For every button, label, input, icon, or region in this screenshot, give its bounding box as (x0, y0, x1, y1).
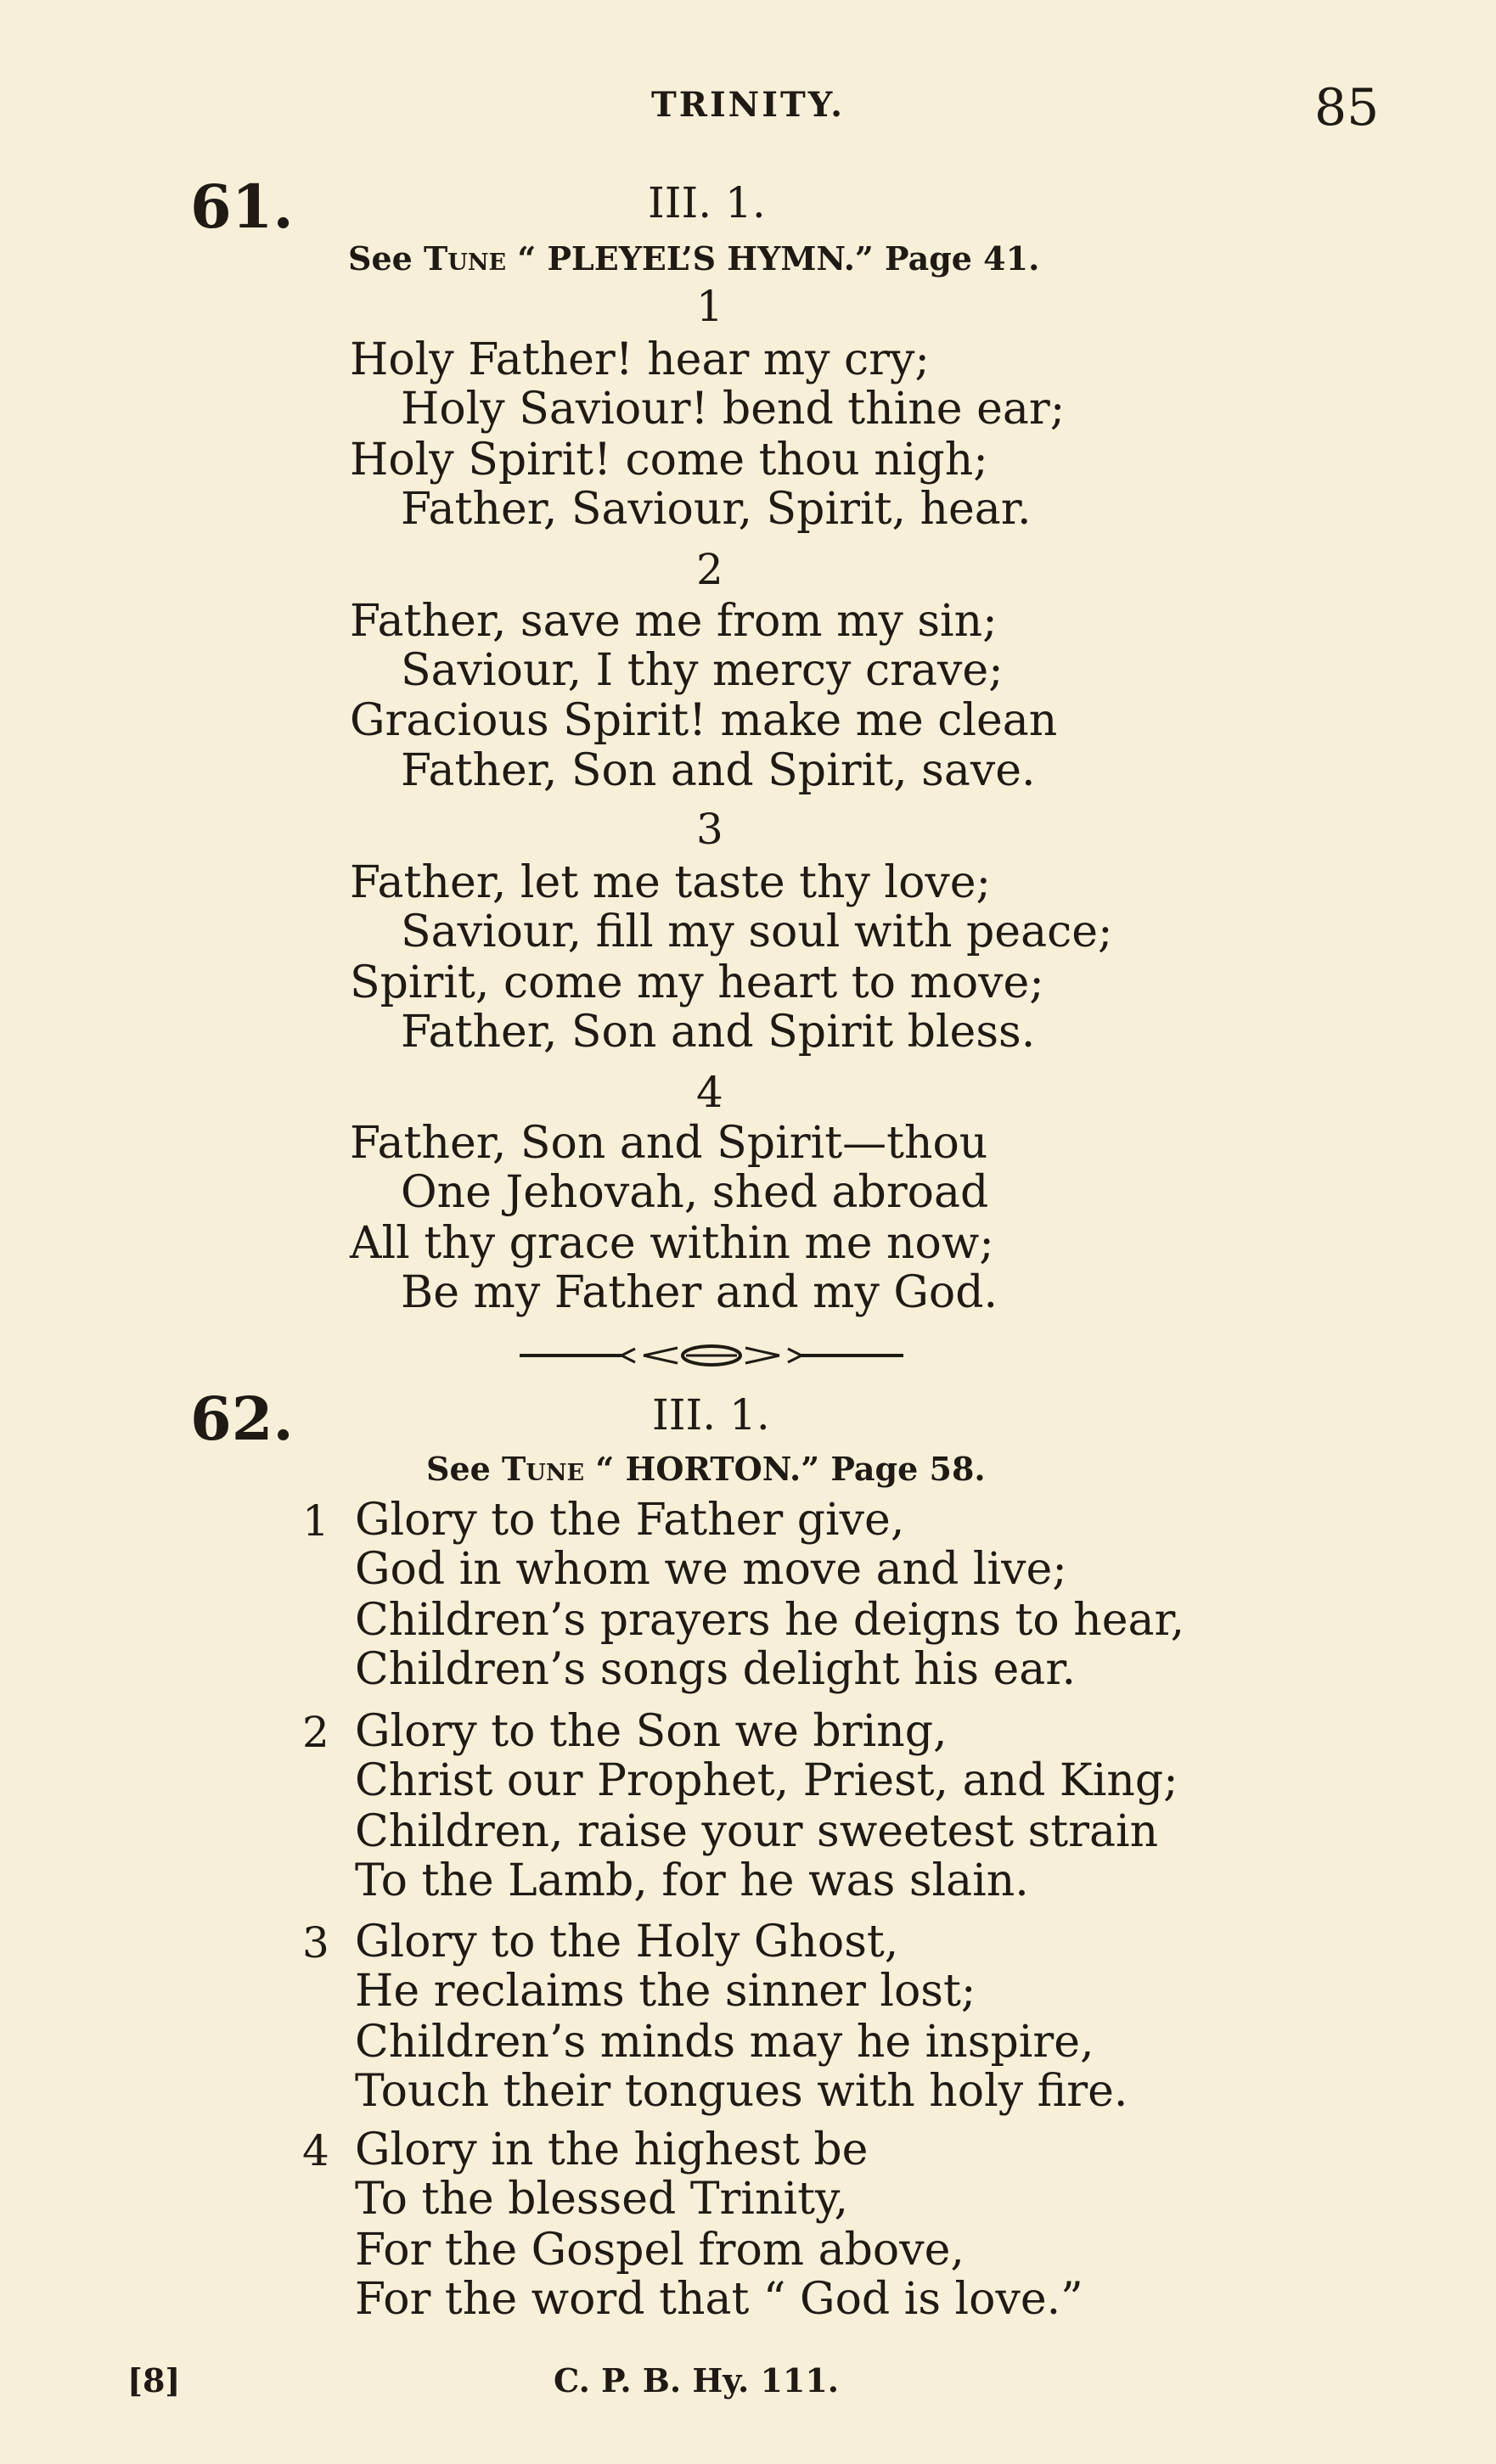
hymn-61-tune-reference (348, 239, 1039, 278)
hymn-62-stanza-2-number: 2 (302, 1708, 329, 1757)
hymn-62-s1-line-4: Children’s songs delight his ear. (355, 1644, 1076, 1695)
source-reference: C. P. B. Hy. 111. (554, 2361, 839, 2399)
hymn-61-s1-line-1: Holy Father! hear my cry; (350, 334, 930, 385)
running-title: TRINITY. (650, 85, 846, 125)
tune-see: See (426, 1450, 491, 1488)
tune-word: Tune (502, 1450, 585, 1488)
hymn-61-s2-line-3: Gracious Spirit! make me clean (350, 695, 1058, 746)
page-number: 85 (1314, 78, 1380, 138)
hymn-62-s2-line-3: Children, raise your sweetest strain (355, 1806, 1159, 1857)
hymn-61-s3-line-4: Father, Son and Spirit bless. (401, 1007, 1036, 1058)
tune-page: Page 41. (885, 239, 1040, 278)
hymn-61-meter: III. 1. (648, 178, 766, 227)
hymn-61-s4-line-2: One Jehovah, shed abroad (401, 1167, 989, 1218)
hymn-61-s4-line-4: Be my Father and my God. (401, 1267, 998, 1318)
hymn-62-s3-line-3: Children’s minds may he inspire, (355, 2017, 1094, 2068)
hymn-62-s4-line-4: For the word that “ God is love.” (355, 2274, 1083, 2325)
hymn-62-s4-line-3: For the Gospel from above, (355, 2225, 965, 2276)
hymn-61-stanza-2-number: 2 (696, 545, 723, 594)
ornamental-divider (520, 1343, 903, 1368)
hymn-62-s3-line-1: Glory to the Holy Ghost, (355, 1917, 899, 1967)
hymn-61-s3-line-1: Father, let me taste thy love; (350, 857, 992, 908)
signature-mark: [8] (127, 2361, 181, 2399)
hymn-62-s2-line-4: To the Lamb, for he was slain. (355, 1855, 1029, 1906)
hymn-61-s1-line-3: Holy Spirit! come thou nigh; (350, 435, 988, 486)
hymn-61-s1-line-2: Holy Saviour! bend thine ear; (401, 384, 1066, 435)
hymn-62-stanza-4-number: 4 (302, 2126, 329, 2175)
hymn-62-tune-reference (426, 1450, 986, 1488)
hymn-61-stanza-4-number: 4 (696, 1068, 723, 1117)
tune-see: See (348, 239, 413, 278)
hymn-62-s1-line-2: God in whom we move and live; (355, 1544, 1067, 1595)
hymn-61-s2-line-2: Saviour, I thy mercy crave; (401, 645, 1004, 696)
hymn-61-stanza-1-number: 1 (696, 282, 723, 331)
hymn-62-s4-line-2: To the blessed Trinity, (355, 2174, 849, 2225)
hymn-61-s2-line-4: Father, Son and Spirit, save. (401, 745, 1036, 796)
hymn-62-s1-line-3: Children’s prayers he deigns to hear, (355, 1595, 1185, 1646)
hymn-61-s2-line-1: Father, save me from my sin; (350, 596, 998, 647)
hymn-61-s1-line-4: Father, Saviour, Spirit, hear. (401, 484, 1032, 535)
hymn-61-s3-line-3: Spirit, come my heart to move; (350, 957, 1044, 1008)
tune-name: “ HORTON.” (595, 1450, 820, 1488)
hymn-61-number: 61. (190, 171, 294, 242)
hymn-62-stanza-3-number: 3 (302, 1918, 329, 1967)
hymn-62-s2-line-1: Glory to the Son we bring, (355, 1706, 948, 1757)
hymn-62-s3-line-2: He reclaims the sinner lost; (355, 1966, 976, 2017)
hymn-62-stanza-1-number: 1 (302, 1496, 329, 1546)
hymn-62-s4-line-1: Glory in the highest be (355, 2124, 869, 2175)
tune-name: “ PLEYEL’S HYMN.” (517, 239, 874, 278)
hymn-61-s3-line-2: Saviour, fill my soul with peace; (401, 906, 1113, 957)
tune-page: Page 58. (830, 1450, 986, 1488)
hymn-61-s4-line-1: Father, Son and Spirit—thou (350, 1118, 988, 1169)
hymn-61-s4-line-3: All thy grace within me now; (350, 1218, 994, 1269)
hymn-62-s1-line-1: Glory to the Father give, (355, 1495, 905, 1546)
hymn-62-number: 62. (190, 1384, 294, 1454)
tune-word: Tune (424, 239, 507, 278)
hymn-62-s2-line-2: Christ our Prophet, Priest, and King; (355, 1755, 1178, 1806)
hymn-62-s3-line-4: Touch their tongues with holy fire. (355, 2066, 1128, 2117)
hymn-61-stanza-3-number: 3 (696, 805, 723, 854)
hymn-62-meter: III. 1. (652, 1390, 770, 1440)
